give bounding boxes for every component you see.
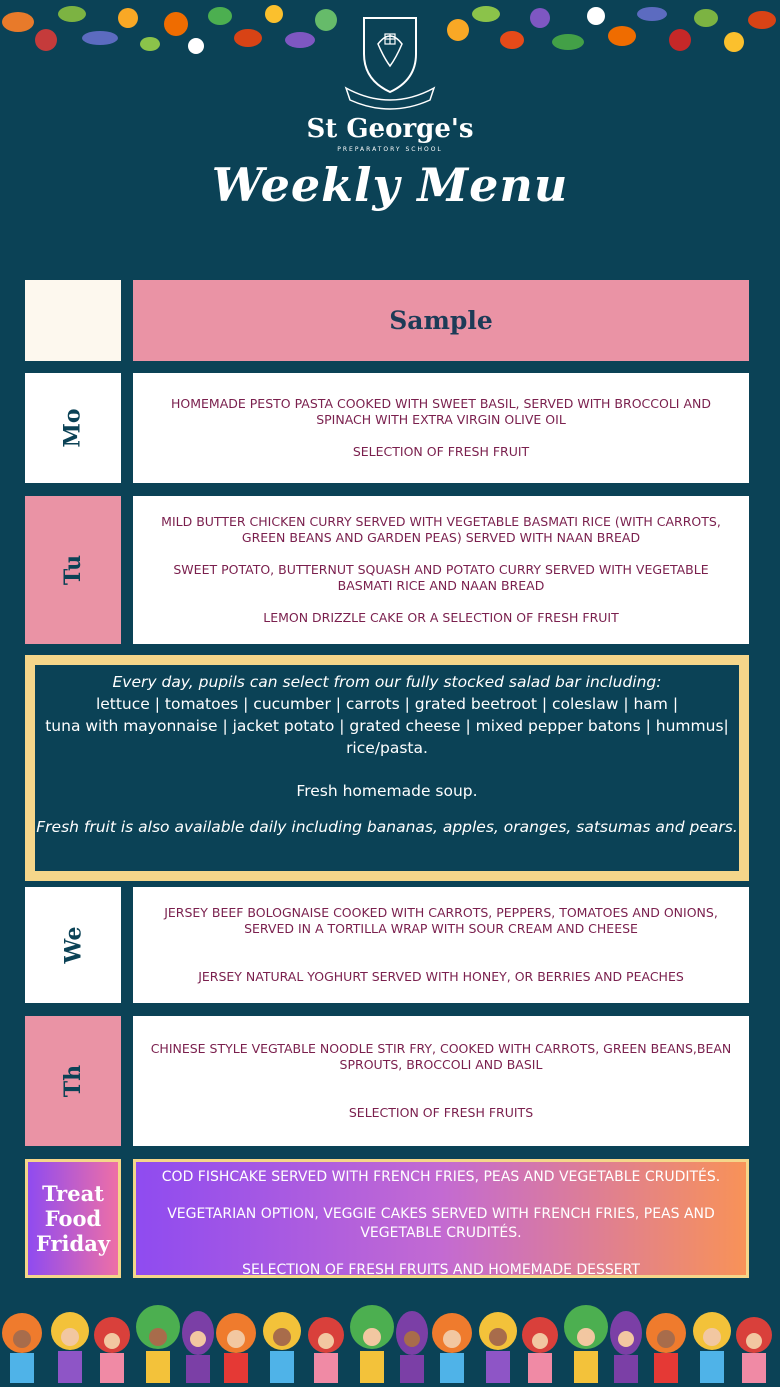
day-label: Mo <box>60 408 86 448</box>
meal-item: COD FISHCAKE SERVED WITH FRENCH FRIES, PEAS AND VEGETABLE CRUDITÉS. <box>161 1169 721 1185</box>
day-label: Th <box>60 1064 86 1098</box>
meal-item: SELECTION OF FRESH FRUITS <box>348 1105 534 1120</box>
school-crest <box>338 14 442 112</box>
day-cell-wednesday <box>25 887 121 1003</box>
meal-cell-monday <box>133 373 749 483</box>
vegetable-border-left <box>0 0 340 60</box>
salad-bar-box <box>25 655 749 881</box>
vegetable-border-right <box>442 0 780 60</box>
meal-cell-thursday <box>133 1016 749 1146</box>
sample-header: Sample <box>133 280 749 361</box>
meal-item: MILD BUTTER CHICKEN CURRY SERVED WITH VEGETABLE BASMATI RICE (WITH CARROTS, GREEN BEANS AND GARDEN PEAS) SERVED WITH NAAN BREAD <box>161 514 721 545</box>
soup-note: Fresh homemade soup. <box>296 782 478 800</box>
day-cell-friday <box>25 1159 121 1278</box>
meal-item: SWEET POTATO, BUTTERNUT SQUASH AND POTATO CURRY SERVED WITH VEGETABLE BASMATI RICE AND NAAN BREAD <box>173 562 709 593</box>
day-cell-thursday <box>25 1016 121 1146</box>
meal-item: CHINESE STYLE VEGTABLE NOODLE STIR FRY, COOKED WITH CARROTS, GREEN BEANS,BEAN SPROUTS, BROCCOLI AND BASIL <box>150 1041 732 1072</box>
salad-list-line: lettuce | tomatoes | cucumber | carrots | grated beetroot | coleslaw | ham | <box>95 695 679 713</box>
page-title: Weekly Menu <box>211 158 569 212</box>
treat-label-line: Friday <box>35 1231 111 1256</box>
meal-item: JERSEY BEEF BOLOGNAISE COOKED WITH CARROTS, PEPPERS, TOMATOES AND ONIONS, SERVED IN A TORTILLA WRAP WITH SOUR CREAM AND CHEESE <box>164 905 718 936</box>
school-name: St George's <box>306 114 474 144</box>
meal-item: LEMON DRIZZLE CAKE OR A SELECTION OF FRESH FRUIT <box>263 610 619 625</box>
fruit-note: Fresh fruit is also available daily including bananas, apples, oranges, satsumas and pears. <box>36 818 738 836</box>
sample-corner-cell <box>25 280 121 361</box>
meal-cell-friday <box>133 1159 749 1278</box>
meal-item: SELECTION OF FRESH FRUIT <box>352 444 530 459</box>
day-label: We <box>59 926 86 964</box>
meal-item: JERSEY NATURAL YOGHURT SERVED WITH HONEY, OR BERRIES AND PEACHES <box>198 969 684 984</box>
salad-bar-panel <box>35 665 739 871</box>
meal-item: SELECTION OF FRESH FRUITS AND HOMEMADE DESSERT <box>242 1262 640 1278</box>
day-label: Tu <box>59 554 86 586</box>
vegetable-kids-border <box>0 1297 780 1387</box>
meal-cell-wednesday <box>133 887 749 1003</box>
school-subtitle: PREPARATORY SCHOOL <box>337 146 443 153</box>
meal-item: VEGETARIAN OPTION, VEGGIE CAKES SERVED WITH FRENCH FRIES, PEAS AND VEGETABLE CRUDITÉS. <box>167 1206 715 1241</box>
day-cell-tuesday <box>25 496 121 644</box>
salad-list-line: rice/pasta. <box>346 739 428 757</box>
meal-cell-tuesday <box>133 496 749 644</box>
treat-label-line: Treat <box>42 1181 104 1206</box>
day-cell-monday <box>25 373 121 483</box>
salad-list-line: tuna with mayonnaise | jacket potato | grated cheese | mixed pepper batons | hummus| <box>45 717 729 735</box>
treat-food-friday-label <box>36 1181 110 1256</box>
meal-item: HOMEMADE PESTO PASTA COOKED WITH SWEET BASIL, SERVED WITH BROCCOLI AND SPINACH WITH EXTRA VIRGIN OLIVE OIL <box>171 396 711 427</box>
treat-label-line: Food <box>44 1206 102 1231</box>
salad-intro: Every day, pupils can select from our fully stocked salad bar including: <box>112 673 662 691</box>
